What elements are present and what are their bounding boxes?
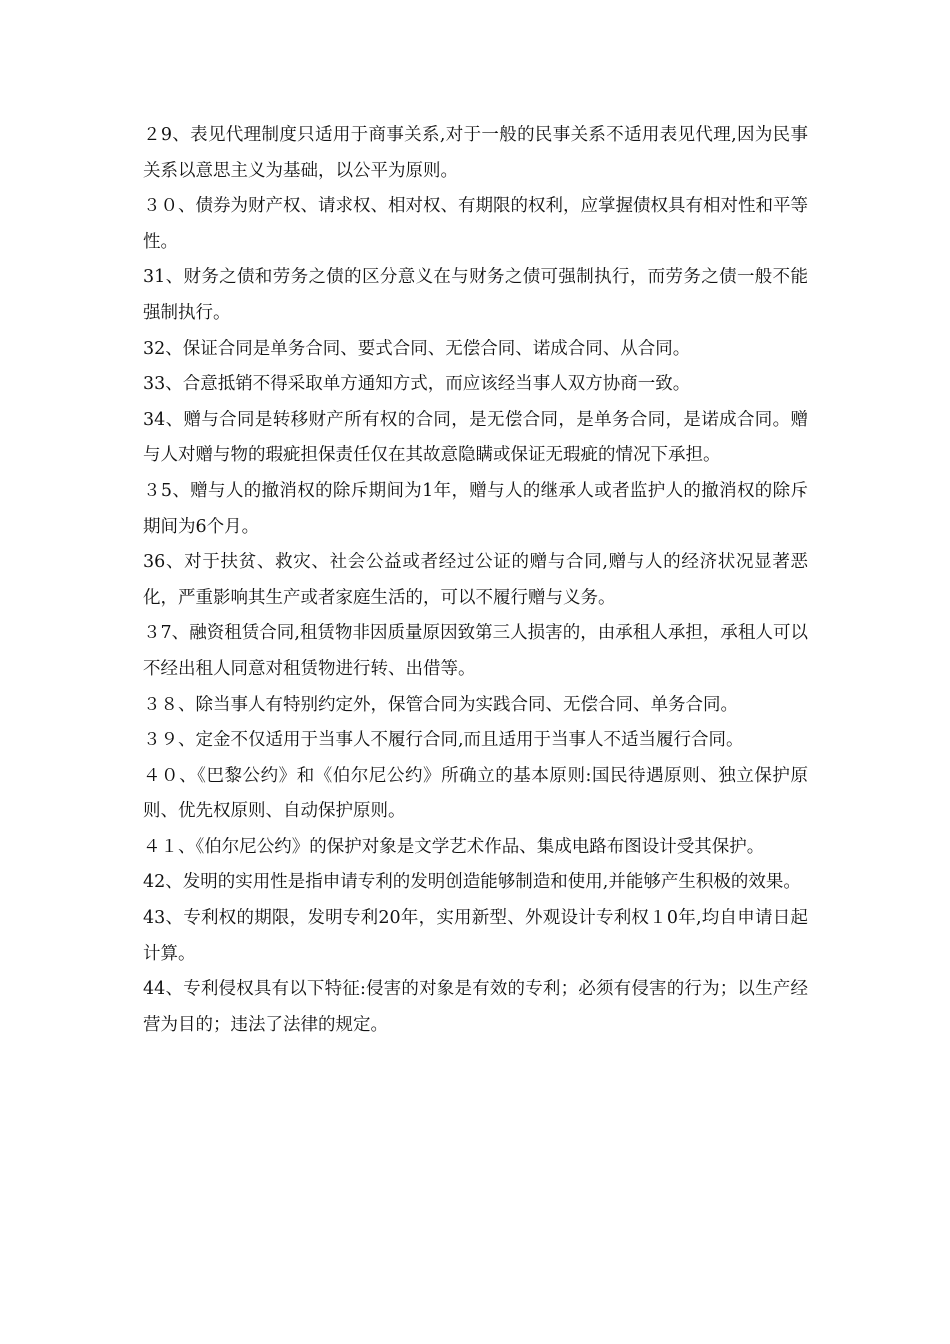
paragraph-29: ２9、表见代理制度只适用于商事关系,对于一般的民事关系不适用表见代理,因为民事关系以意思主义为基础，以公平为原则。	[143, 125, 808, 181]
paragraph-31: 31、财务之债和劳务之债的区分意义在与财务之债可强制执行，而劳务之债一般不能强制执行。	[143, 267, 808, 323]
paragraph-38: ３８、除当事人有特别约定外，保管合同为实践合同、无偿合同、单务合同。	[143, 694, 738, 715]
paragraph-33: 33、合意抵销不得采取单方通知方式，而应该经当事人双方协商一致。	[143, 374, 691, 395]
paragraph-32: 32、保证合同是单务合同、要式合同、无偿合同、诺成合同、从合同。	[143, 338, 691, 359]
paragraph-39: ３９、定金不仅适用于当事人不履行合同,而且适用于当事人不适当履行合同。	[143, 730, 744, 751]
paragraph-44: 44、专利侵权具有以下特征:侵害的对象是有效的专利；必须有侵害的行为；以生产经营为目的；违法了法律的规定。	[143, 979, 808, 1035]
paragraph-30: ３０、债券为财产权、请求权、相对权、有期限的权利，应掌握债权具有相对性和平等性。	[143, 196, 808, 252]
paragraph-34: 34、赠与合同是转移财产所有权的合同，是无偿合同，是单务合同，是诺成合同。赠与人对赠与物的瑕疵担保责任仅在其故意隐瞒或保证无瑕疵的情况下承担。	[143, 409, 808, 466]
paragraph-42: 42、发明的实用性是指申请专利的发明创造能够制造和使用,并能够产生积极的效果。	[143, 872, 801, 893]
paragraph-36: 36、对于扶贫、救灾、社会公益或者经过公证的赠与合同,赠与人的经济状况显著恶化，严重影响其生产或者家庭生活的，可以不履行赠与义务。	[143, 552, 808, 608]
paragraph-37: ３7、融资租赁合同,租赁物非因质量原因致第三人损害的，由承租人承担，承租人可以不经出租人同意对租赁物进行转、出借等。	[143, 623, 808, 679]
paragraph-35: ３5、赠与人的撤消权的除斥期间为1年，赠与人的继承人或者监护人的撤消权的除斥期间为6个月。	[143, 480, 808, 537]
document-body	[143, 118, 808, 1043]
paragraph-43: 43、专利权的期限，发明专利20年，实用新型、外观设计专利权１0年,均自申请日起计算。	[143, 908, 808, 964]
paragraph-41: ４１、《伯尔尼公约》的保护对象是文学艺术作品、集成电路布图设计受其保护。	[143, 836, 765, 857]
paragraph-40: ４０、《巴黎公约》和《伯尔尼公约》所确立的基本原则:国民待遇原则、独立保护原则、优先权原则、自动保护原则。	[143, 765, 808, 822]
